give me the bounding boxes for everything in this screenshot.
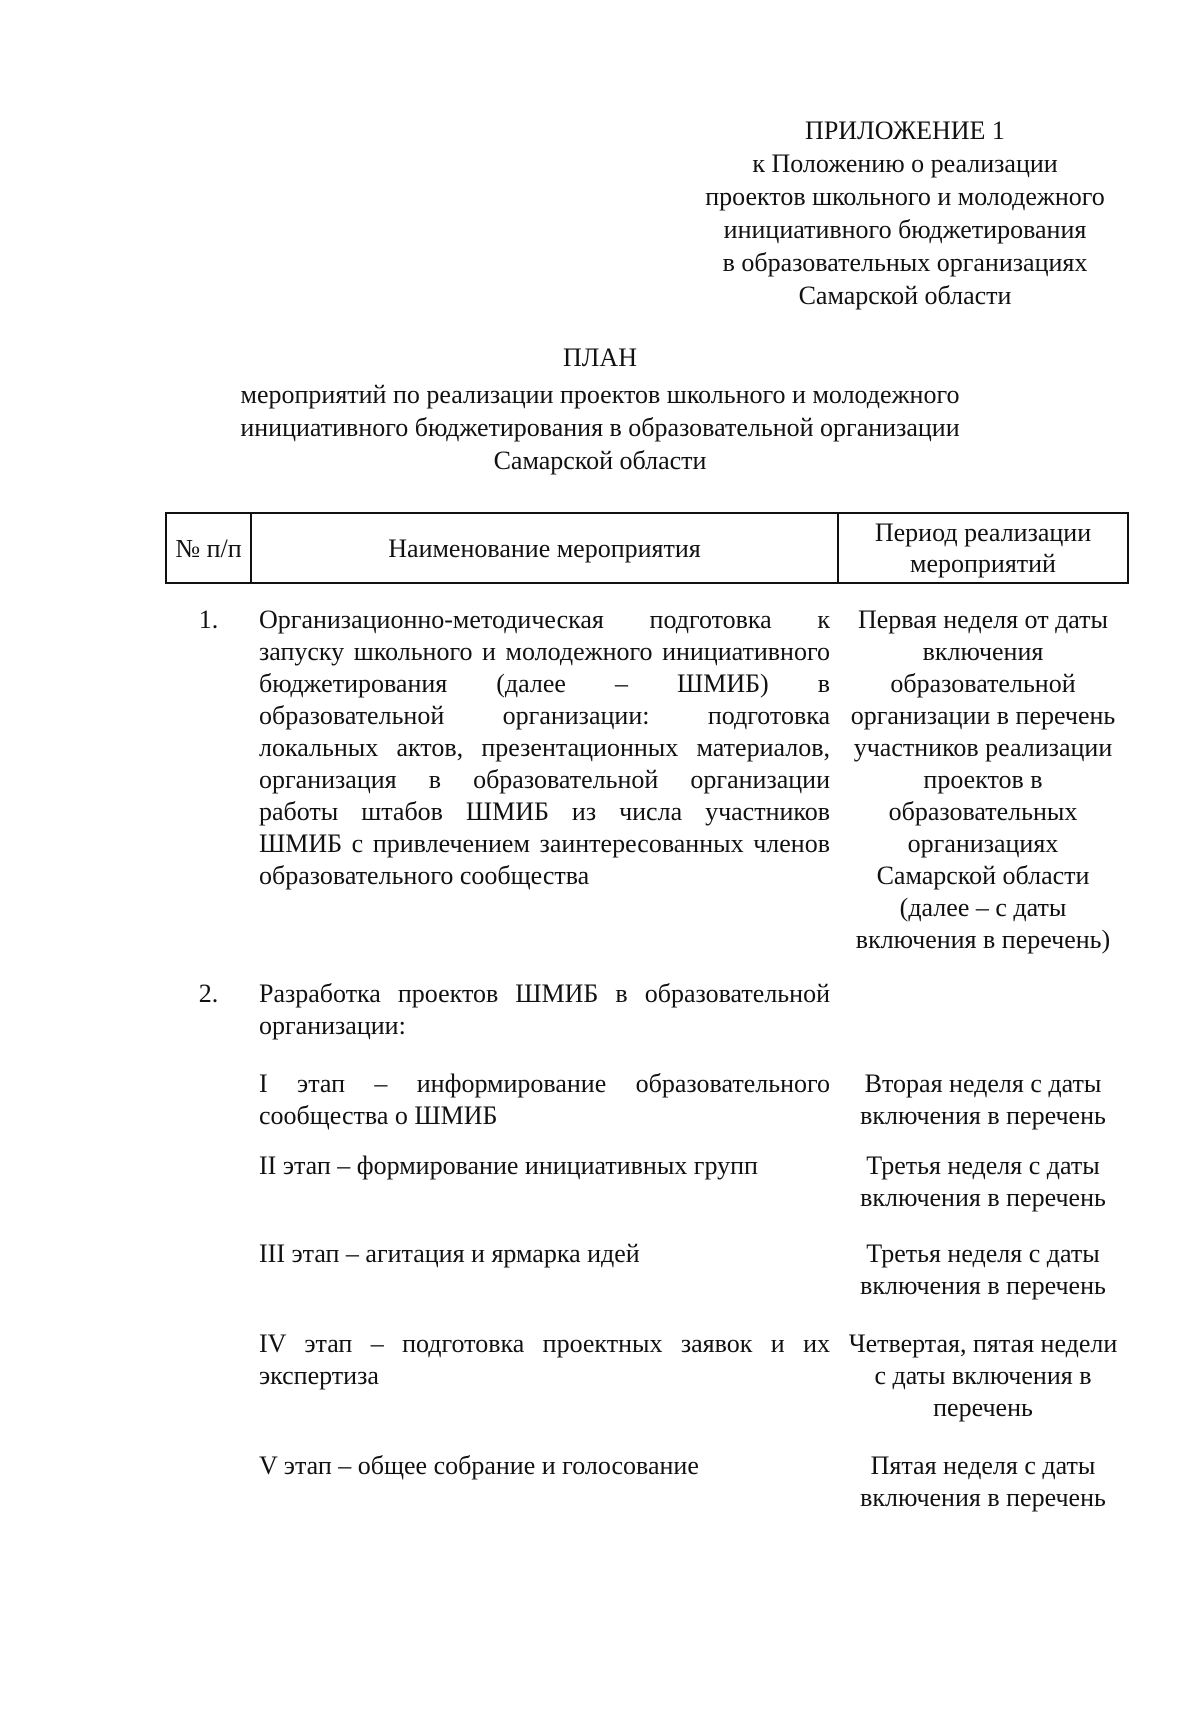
- stage-name: I этап – информирование образовательного сообщества о ШМИБ: [259, 1069, 830, 1130]
- appendix-header: [660, 114, 1150, 312]
- subtitle-line: мероприятий по реализации проектов школьного и молодежного: [240, 380, 960, 409]
- stage-row: [166, 1424, 1128, 1514]
- row-name: Разработка проектов ШМИБ в образовательной организации:: [259, 979, 830, 1040]
- appendix-line: Самарской области: [798, 281, 1012, 310]
- plan-subtitle: [160, 378, 1040, 477]
- plan-title: ПЛАН: [563, 343, 637, 372]
- row-period: [838, 956, 1128, 1042]
- stage-period: Четвертая, пятая недели с даты включения в перечень: [848, 1329, 1118, 1422]
- stage-row: [166, 1302, 1128, 1424]
- header-num: № п/п: [166, 513, 251, 583]
- table-row: [166, 583, 1128, 956]
- stage-name: II этап – формирование инициативных групп: [259, 1151, 758, 1180]
- stage-period: Третья неделя с даты включения в перечень: [860, 1151, 1106, 1212]
- table-header-row: [166, 513, 1128, 583]
- appendix-line: проектов школьного и молодежного: [705, 182, 1105, 211]
- stage-period: Пятая неделя с даты включения в перечень: [860, 1451, 1106, 1512]
- appendix-line: инициативного бюджетирования: [723, 215, 1087, 244]
- stage-name: IV этап – подготовка проектных заявок и их экспертиза: [259, 1329, 830, 1390]
- row-number: 2.: [198, 979, 219, 1008]
- stage-name: V этап – общее собрание и голосование: [259, 1451, 699, 1480]
- subtitle-line: инициативного бюджетирования в образовательной организации: [240, 413, 960, 442]
- stage-name: III этап – агитация и ярмарка идей: [259, 1239, 640, 1268]
- appendix-line: к Положению о реализации: [752, 149, 1058, 178]
- stage-period: Третья неделя с даты включения в перечень: [860, 1239, 1106, 1300]
- header-period: Период реализации мероприятий: [838, 513, 1128, 583]
- appendix-line: в образовательных организациях: [722, 248, 1088, 277]
- stage-period: Вторая неделя с даты включения в перечень: [860, 1069, 1106, 1130]
- stage-row: [166, 1214, 1128, 1302]
- appendix-title: ПРИЛОЖЕНИЕ 1: [805, 116, 1005, 145]
- row-number: 1.: [198, 605, 219, 634]
- header-name: Наименование мероприятия: [251, 513, 838, 583]
- row-period: Первая неделя от даты включения образовательной организации в перечень участников реализации проектов в образовательных организациях Самарской области (далее – с даты включения в перечень): [850, 605, 1116, 954]
- row-name: Организационно-методическая подготовка к запуску школьного и молодежного инициативного бюджетирования (далее – ШМИБ) в образовательной организации: подготовка локальных актов, презентационных материалов, организация в образовательной организации работы штабов ШМИБ из числа участников ШМИБ с привлечением заинтересованных членов образовательного сообщества: [259, 605, 830, 890]
- table-row: [166, 956, 1128, 1042]
- plan-table: [165, 512, 1129, 1514]
- stage-row: [166, 1132, 1128, 1214]
- stage-row: [166, 1042, 1128, 1132]
- subtitle-line: Самарской области: [493, 446, 707, 475]
